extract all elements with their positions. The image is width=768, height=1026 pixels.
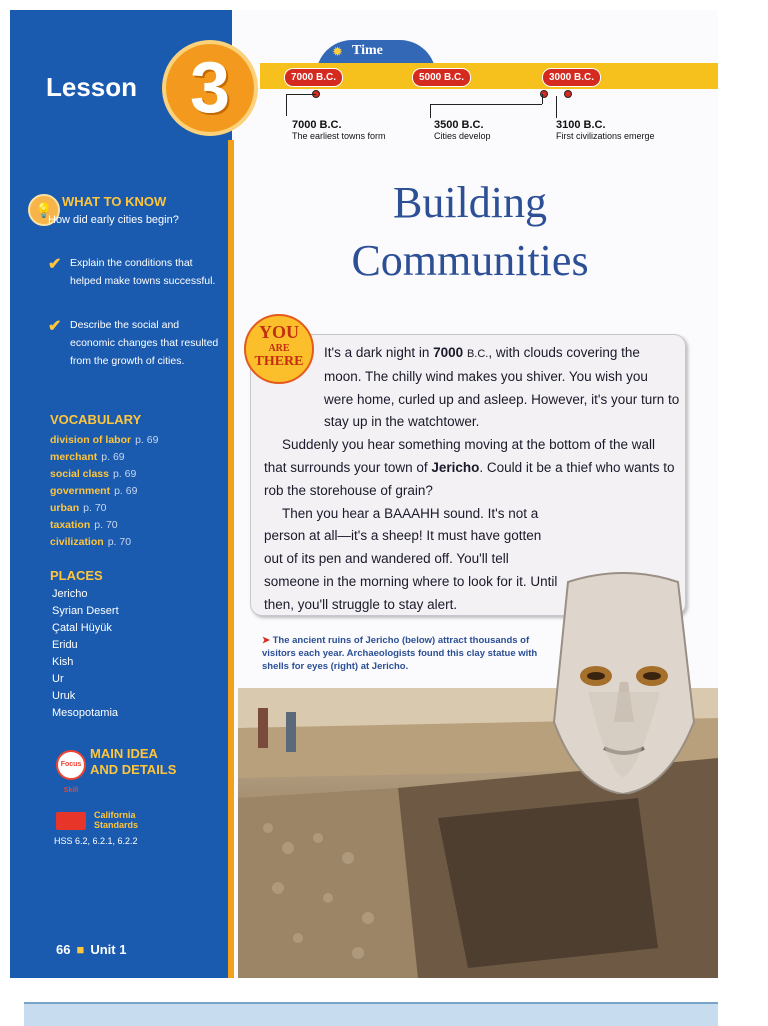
story-paragraph: Suddenly you hear something moving at the bottom of the wall that surrounds your town of Jericho. Could it be a thief who wants to rob the storehouse of grain? [264,437,675,498]
standards-label: California Standards [94,810,139,830]
timeline-marker: 3000 B.C. [542,68,601,87]
learning-goal: Describe the social and economic changes that resulted from the growth of cities. [70,319,219,367]
timeline-point [564,90,572,98]
lesson-sidebar [10,10,232,978]
place-item: Ur [52,673,64,685]
page-footer: 66 ■ Unit 1 [56,942,127,957]
timeline-connector [542,94,543,104]
place-item: Jericho [52,588,88,600]
photo-caption: ➤ The ancient ruins of Jericho (below) attract thousands of visitors each year. Archaeologists found this clay statue with shells for eyes (right) at Jericho. [262,635,538,672]
textbook-page [10,10,718,978]
timeline-event: 3100 B.C. First civilizations emerge [556,119,655,141]
next-page-map-strip [24,1002,718,1026]
main-idea-title: MAIN IDEA AND DETAILS [90,746,177,777]
place-item: Çatal Hüyük [52,622,112,634]
vocabulary-title: VOCABULARY [50,412,142,427]
clay-statue-image [548,572,698,794]
unit-label: Unit 1 [90,942,127,957]
story-paragraph: It's a dark night in 7000 B.C., with clouds covering the moon. The chilly wind makes you shiver. You wish you were home, curled up and asleep. However, it's your turn to stay up in the watchtower. [324,345,680,430]
places-list [52,586,119,722]
what-to-know-title: WHAT TO KNOW [62,194,167,209]
story-paragraph: Then you hear a BAAAHH sound. It's not a person at all—it's a sheep! It must have gotten out of its pen and wandered off. You'll tell someone in the morning where to look for it. Until then, you'll struggle to stay alert. [264,505,558,612]
checkmark-icon: ✔ [48,318,62,335]
standards-codes: HSS 6.2, 6.2.1, 6.2.2 [54,836,138,846]
checkmark-icon: ✔ [48,256,62,273]
what-to-know-question: How did early cities begin? [48,214,179,226]
vocab-item: government p. 69 [50,485,138,497]
place-item: Syrian Desert [52,605,119,617]
learning-goal: Explain the conditions that helped make towns successful. [70,257,216,287]
place-item: Uruk [52,690,76,702]
lesson-title: Building Communities [351,178,589,285]
vocab-item: taxation p. 70 [50,519,118,531]
focus-skill-icon: Focus Skill [56,750,86,780]
place-item: Kish [52,656,74,668]
page-number: 66 [56,942,71,957]
vocab-item: urban p. 70 [50,502,107,514]
timeline-connector [556,96,557,118]
timeline-marker: 5000 B.C. [412,68,471,87]
vocabulary-list [50,432,158,551]
lightbulb-icon: 💡 [28,194,60,226]
caption-arrow-icon: ➤ [262,635,273,646]
vocab-item: division of labor p. 69 [50,434,159,446]
timeline-connector [286,94,287,116]
timeline-connector [286,94,316,95]
timeline-event: 7000 B.C. The earliest towns form [292,119,386,141]
timeline-label: Time [352,43,383,58]
vocab-item: social class p. 69 [50,468,137,480]
place-item: Eridu [52,639,78,651]
california-bear-icon [56,812,86,830]
place-item: Mesopotamia [52,707,119,719]
vocab-item: civilization p. 70 [50,536,132,548]
places-title: PLACES [50,568,103,583]
clock-icon: ✹ [332,44,343,59]
timeline-event: 3500 B.C. Cities develop [434,119,491,141]
you-are-there-badge: YOU ARE THERE [244,314,314,384]
sidebar-edge-stripe [228,140,234,978]
timeline-connector [430,104,431,118]
timeline-connector [430,104,542,105]
lesson-number-badge: 3 [162,40,258,136]
timeline-marker: 7000 B.C. [284,68,343,87]
vocab-item: merchant p. 69 [50,451,125,463]
lesson-label: Lesson [46,72,138,102]
